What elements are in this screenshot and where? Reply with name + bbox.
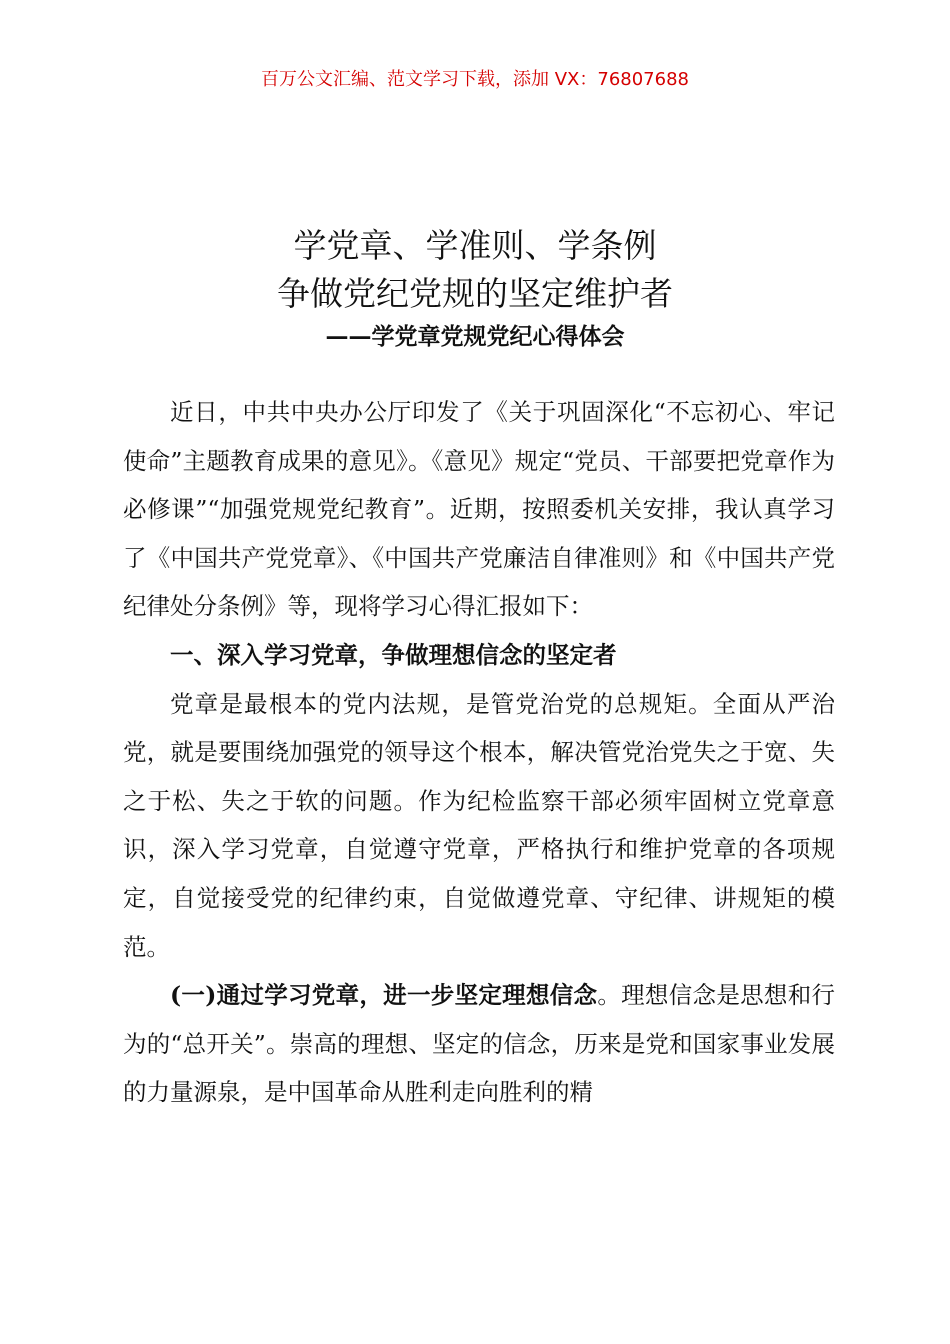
paragraph-intro: 近日，中共中央办公厅印发了《关于巩固深化“不忘初心、牢记使命”主题教育成果的意见》。《意见》规定“党员、干部要把党章作为必修课”“加强党规党纪教育”。近期，按照委机关安排，我认真学习了《中国共产党党章》、《中国共产党廉洁自律准则》和《中国共产党纪律处分条例》等，现将学习心得汇报如下： xyxy=(123,398,835,621)
paragraph-ideals xyxy=(123,971,835,1117)
subtitle: ——学党章党规党纪心得体会 xyxy=(325,323,625,350)
title-line-2: 争做党纪党规的坚定维护者 xyxy=(277,274,673,313)
paragraph-ideals-text: 。理想信念是思想和行为的“总开关”。崇高的理想、坚定的信念，历来是党和国家事业发展的力量源泉，是中国革命从胜利走向胜利的精 xyxy=(123,981,835,1107)
paragraph-lead-bold: (一)通过学习党章，进一步坚定理想信念 xyxy=(170,981,598,1010)
watermark-header: 百万公文汇编、范文学习下载，添加 VX：76807688 xyxy=(261,69,689,90)
section-heading-1: 一、深入学习党章，争做理想信念的坚定者 xyxy=(170,640,617,669)
paragraph-party-constitution: 党章是最根本的党内法规，是管党治党的总规矩。全面从严治党，就是要围绕加强党的领导这个根本，解决管党治党失之于宽、失之于松、失之于软的问题。作为纪检监察干部必须牢固树立党章意识，深入学习党章，自觉遵守党章，严格执行和维护党章的各项规定，自觉接受党的纪律约束，自觉做遵党章、守纪律、讲规矩的模范。 xyxy=(123,689,835,961)
document-body xyxy=(123,388,835,1117)
title-line-1: 学党章、学准则、学条例 xyxy=(293,226,657,265)
